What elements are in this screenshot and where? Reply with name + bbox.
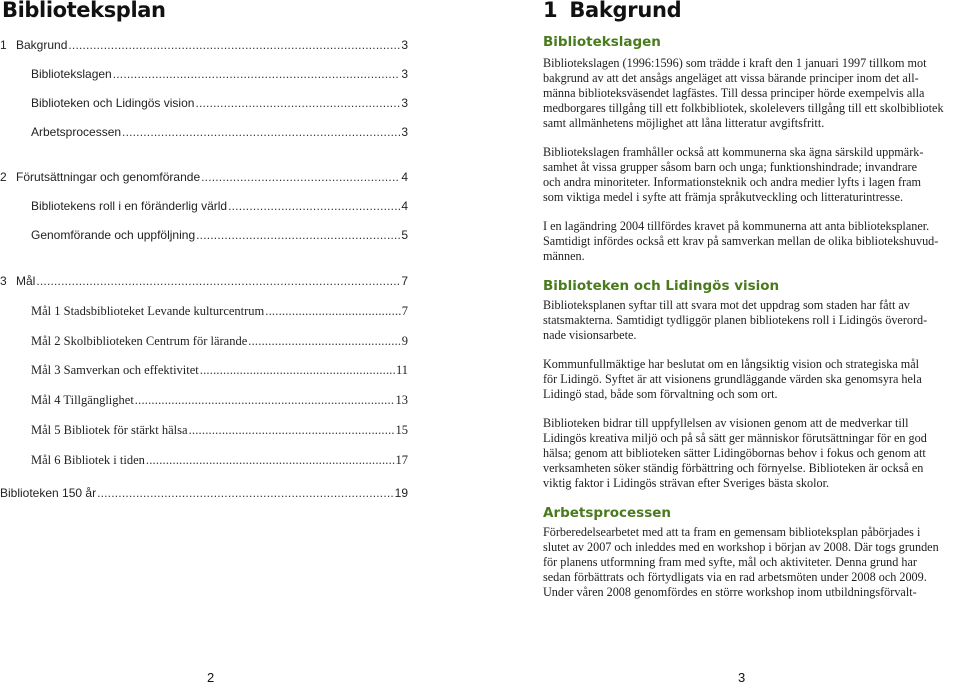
paragraph-line: Biblioteksplanen syftar till att svara mot det uppdrag som staden har fått av — [543, 298, 910, 312]
toc-entry-title: Genomförande och uppföljning — [31, 228, 196, 242]
toc-entry-page: 13 — [395, 393, 408, 407]
toc-dot-leader — [97, 485, 394, 501]
toc-entry-page: 9 — [401, 334, 408, 348]
toc-entry[interactable] — [0, 124, 408, 140]
toc-dot-leader — [135, 392, 395, 408]
paragraph-line: nade visionsarbete. — [543, 328, 637, 342]
paragraph-line: Lidingös kreativa miljö och på så sätt ger människor förutsättningar för en god — [543, 431, 927, 445]
paragraph-line: statsmakterna. Samtidigt tydliggör planen bibliotekens roll i Lidingös överord- — [543, 313, 928, 327]
paragraph-line: Kommunfullmäktige har beslutat om en långsiktig vision och strategiska mål — [543, 357, 920, 371]
toc-dot-leader — [195, 95, 400, 111]
paragraph-line: sedan förbättrats och förtydligats via en rad arbetsmöten under 2008 och 2009. — [543, 570, 927, 584]
toc-entry-title: Mål 3 Samverkan och effektivitet — [31, 363, 199, 377]
toc-entry-page: 3 — [401, 38, 408, 52]
paragraph-line: männa biblioteksväsendet lagfästes. Till dessa principer hörde exempelvis alla — [543, 86, 925, 100]
toc-entry-page: 19 — [394, 486, 408, 500]
chapter-number: 1 — [543, 0, 558, 22]
toc-entry[interactable] — [0, 95, 408, 111]
toc-entry-page: 7 — [401, 274, 408, 288]
toc-entry-title: Mål 1 Stadsbiblioteket Levande kulturcentrum — [31, 304, 265, 318]
toc-entry-number: 3 — [0, 274, 7, 288]
toc-dot-leader — [228, 198, 400, 214]
paragraph — [543, 357, 960, 402]
paragraph-line: bakgrund av att det ansågs angeläget att vissa bärande principer inom det all- — [543, 71, 919, 85]
toc-dot-leader — [265, 303, 400, 319]
toc-entry-number: 2 — [0, 170, 7, 184]
toc-dot-leader — [248, 333, 400, 349]
document-title: Biblioteksplan — [2, 0, 166, 22]
toc-entry[interactable] — [0, 452, 408, 468]
toc-entry[interactable] — [0, 303, 408, 319]
chapter-title: Bakgrund — [569, 0, 682, 22]
paragraph-line: Biblioteken bidrar till uppfyllelsen av visionen genom att de medverkar till — [543, 416, 909, 430]
toc-dot-leader — [201, 169, 400, 185]
left-page — [0, 0, 470, 684]
toc-entry-title: Förutsättningar och genomförande — [16, 170, 201, 184]
paragraph-line: samhet åt vissa grupper såsom barn och unga; funktionshindrade; invandrare — [543, 160, 917, 174]
paragraph-line: som viktiga medel i syfte att främja språkutveckling och litteraturintresse. — [543, 190, 904, 204]
toc-entry-title: Mål 6 Bibliotek i tiden — [31, 453, 145, 467]
toc-dot-leader — [146, 452, 395, 468]
toc-entry[interactable] — [0, 422, 408, 438]
toc-dot-leader — [36, 273, 400, 289]
paragraph-line: Förberedelsearbetet med att ta fram en gemensam biblioteksplan påbörjades i — [543, 525, 921, 539]
paragraph-line: verksamheten söker ständig förbättring och förnyelse. Biblioteken är också en — [543, 461, 924, 475]
paragraph-line: och andra minoriteter. Informationsteknik och andra medier lyfts i lagen fram — [543, 175, 922, 189]
toc-dot-leader — [122, 124, 400, 140]
toc-entry-title: Mål 5 Bibliotek för stärkt hälsa — [31, 423, 188, 437]
toc-entry[interactable] — [0, 66, 408, 82]
section-heading: Arbetsprocessen — [543, 505, 672, 521]
toc-dot-leader — [200, 362, 395, 378]
paragraph-line: slutet av 2007 och inleddes med en workshop i början av 2008. Där togs grunden — [543, 540, 939, 554]
toc-entry-page: 3 — [401, 125, 408, 139]
toc-entry-number: 1 — [0, 38, 7, 52]
paragraph-line: I en lagändring 2004 tillfördes kravet på kommunerna att anta biblioteksplaner. — [543, 219, 930, 233]
toc-entry-page: 7 — [401, 304, 408, 318]
toc-entry-title: Bibliotekens roll i en föränderlig värld — [31, 199, 228, 213]
toc-entry-page: 3 — [401, 67, 408, 81]
paragraph-line: Bibliotekslagen framhåller också att kommunerna ska ägna särskild uppmärk- — [543, 145, 924, 159]
paragraph-line: samt allmänhetens möjlighet att låna litteratur avgiftsfritt. — [543, 116, 825, 130]
toc-entry-page: 15 — [395, 423, 408, 437]
paragraph — [543, 56, 960, 131]
paragraph-line: Lidingö stad, både som förvaltning och som ort. — [543, 387, 778, 401]
paragraph-line: för planens utformning fram med syfte, mål och aktiviteter. Denna grund har — [543, 555, 917, 569]
paragraph-line: Samtidigt infördes också ett krav på samverkan mellan de olika bibliotekshuvud- — [543, 234, 939, 248]
toc-entry-page: 11 — [395, 363, 408, 377]
page-number-left: 2 — [207, 670, 215, 685]
toc-entry-title: Mål 2 Skolbiblioteken Centrum för lärande — [31, 334, 248, 348]
paragraph-line: Bibliotekslagen (1996:1596) som trädde i kraft den 1 januari 1997 tillkom mot — [543, 56, 927, 70]
toc-dot-leader — [189, 422, 395, 438]
toc-entry-page: 4 — [401, 170, 408, 184]
body-text-column — [543, 34, 960, 600]
paragraph-line: för Lidingö. Syftet är att visionens grundläggande värden ska genomsyra hela — [543, 372, 922, 386]
toc-entry[interactable] — [0, 227, 408, 243]
toc-entry-title: Bibliotekslagen — [31, 67, 112, 81]
toc-entry[interactable] — [0, 37, 408, 53]
toc-entry[interactable] — [0, 198, 408, 214]
toc-dot-leader — [68, 37, 400, 53]
toc-entry-page: 5 — [401, 228, 408, 242]
toc-entry[interactable] — [0, 485, 408, 501]
page-number-right: 3 — [738, 670, 746, 685]
toc-entry-page: 3 — [401, 96, 408, 110]
toc-entry-page: 17 — [395, 453, 408, 467]
toc-entry-title: Mål 4 Tillgänglighet — [31, 393, 134, 407]
paragraph — [543, 298, 960, 343]
paragraph — [543, 525, 960, 600]
toc-entry-title: Biblioteken och Lidingös vision — [31, 96, 195, 110]
toc-entry[interactable] — [0, 362, 408, 378]
toc-entry-title: Biblioteken 150 år — [0, 486, 97, 500]
toc-entry-page: 4 — [401, 199, 408, 213]
toc-dot-leader — [113, 66, 401, 82]
section-heading: Biblioteken och Lidingös vision — [543, 278, 780, 294]
paragraph — [543, 219, 960, 264]
paragraph-line: viktig faktor i Lidingös strävan efter Sveriges bästa skolor. — [543, 476, 830, 490]
paragraph-line: hälsa; genom att biblioteken sätter Lidingöbornas behov i fokus och genom att — [543, 446, 926, 460]
paragraph-line: medborgares tillgång till ett folkbibliotek, skolelevers tillgång till ett skolbibliotek — [543, 101, 944, 115]
toc-entry[interactable] — [0, 392, 408, 408]
toc-entry-title: Bakgrund — [16, 38, 68, 52]
paragraph — [543, 416, 960, 491]
paragraph — [543, 145, 960, 205]
toc-entry-title: Arbetsprocessen — [31, 125, 122, 139]
section-heading: Bibliotekslagen — [543, 34, 661, 50]
toc-dot-leader — [196, 227, 400, 243]
toc-entry[interactable] — [0, 333, 408, 349]
paragraph-line: Under våren 2008 genomfördes en större workshop inom utbildningsförvalt- — [543, 585, 917, 599]
chapter-heading — [543, 0, 681, 22]
toc-entry[interactable] — [0, 273, 408, 289]
paragraph-line: männen. — [543, 249, 585, 263]
toc-entry[interactable] — [0, 169, 408, 185]
toc-entry-title: Mål — [16, 274, 36, 288]
